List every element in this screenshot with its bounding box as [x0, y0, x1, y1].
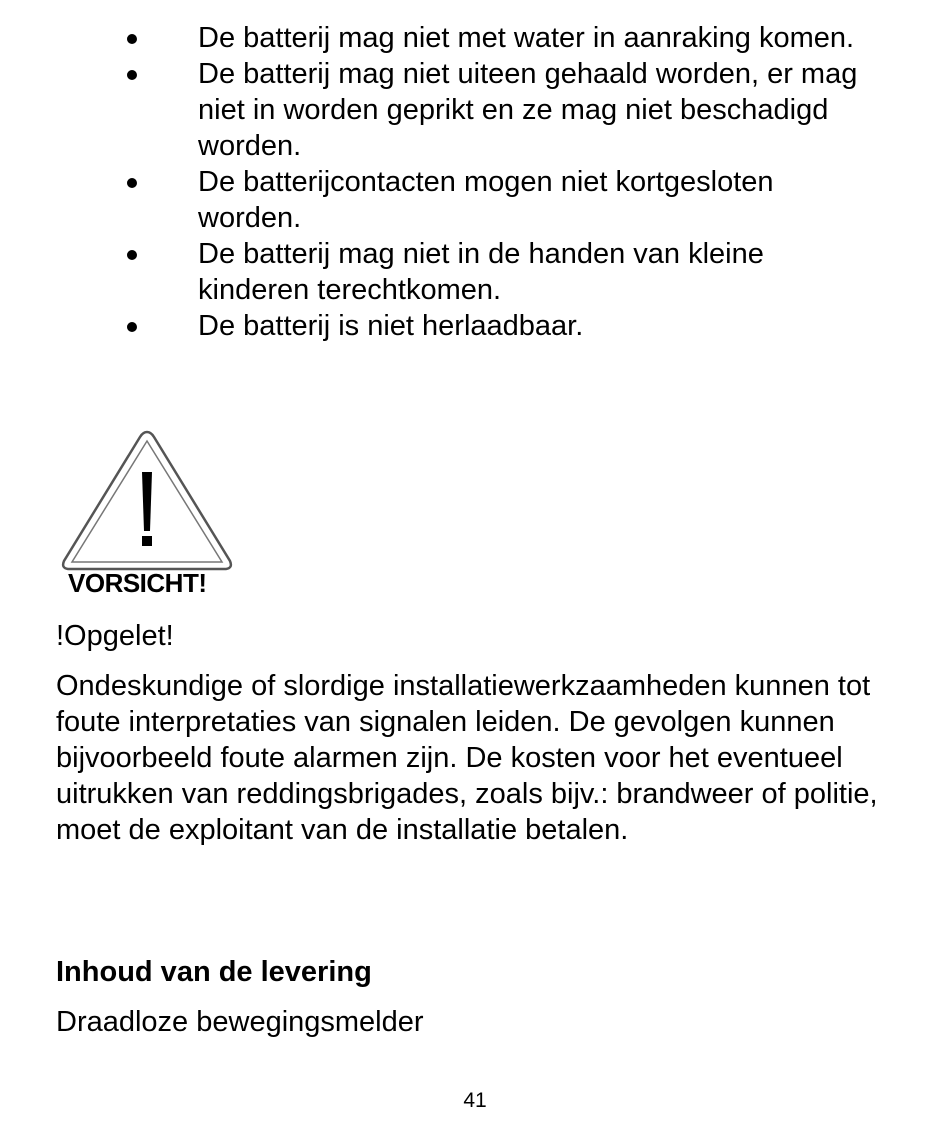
battery-warning-text: De batterij mag niet uiteen gehaald worden, er mag niet in worden geprikt en ze mag niet beschadigd worden. [198, 58, 858, 162]
warning-sign [56, 428, 238, 604]
warning-triangle-icon [56, 428, 238, 578]
delivery-heading: Inhoud van de levering [56, 956, 372, 988]
battery-warning-text: De batterij is niet herlaadbaar. [198, 310, 584, 342]
bullet-icon [127, 34, 137, 44]
battery-warning-text: De batterij mag niet in de handen van kleine kinderen terechtkomen. [198, 238, 764, 306]
battery-warning-text: De batterijcontacten mogen niet kortgesloten worden. [198, 166, 774, 234]
list-item [0, 164, 950, 236]
delivery-content: Draadloze bewegingsmelder [56, 1006, 424, 1038]
battery-warning-text: De batterij mag niet met water in aanraking komen. [198, 22, 855, 54]
list-item [0, 56, 950, 164]
warning-label: VORSICHT! [68, 568, 207, 598]
bullet-icon [127, 178, 137, 188]
list-item [0, 236, 950, 308]
bullet-icon [127, 70, 137, 80]
page-number: 41 [463, 1089, 487, 1112]
caution-body: Ondeskundige of slordige installatiewerkzaamheden kunnen tot foute interpretaties van signalen leiden. De gevolgen kunnen bijvoorbeeld foute alarmen zijn. De kosten voor het eventueel uitrukken van reddingsbrigades, zoals bijv.: brandweer of politie, moet de exploitant van de installatie betalen. [56, 670, 878, 846]
list-item [0, 20, 950, 56]
list-item [0, 308, 950, 344]
caution-title: !Opgelet! [56, 620, 174, 652]
bullet-icon [127, 322, 137, 332]
bullet-icon [127, 250, 137, 260]
battery-warning-list [0, 20, 950, 344]
